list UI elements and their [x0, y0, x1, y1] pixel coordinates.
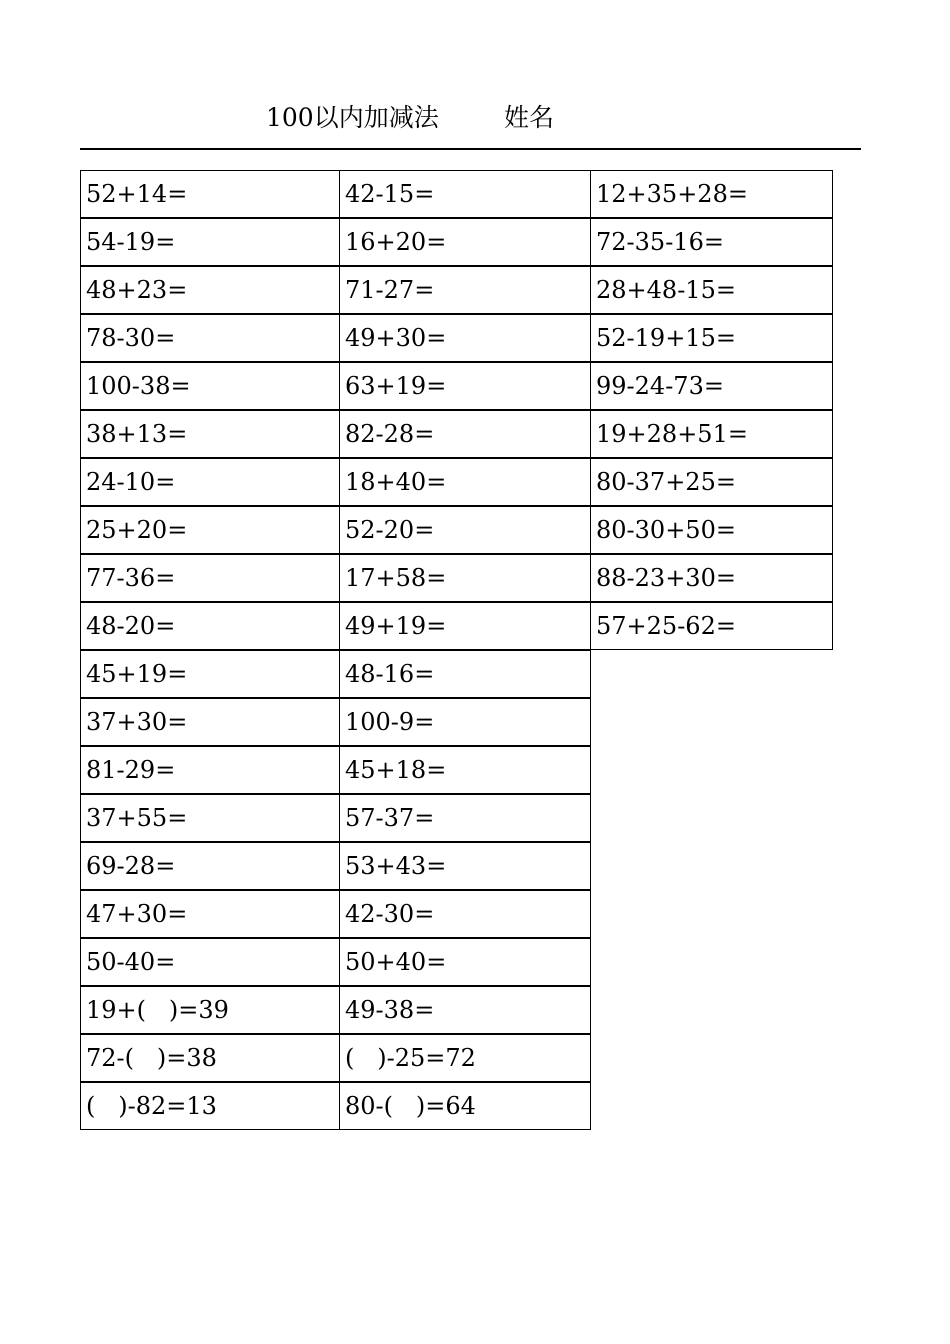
problem-cell: 99-24-73= — [590, 362, 833, 410]
problem-cell: 52-20= — [339, 506, 591, 554]
problem-cell: 45+18= — [339, 746, 591, 794]
problem-cell: 50+40= — [339, 938, 591, 986]
problem-cell: 25+20= — [80, 506, 340, 554]
problem-cell: 77-36= — [80, 554, 340, 602]
problem-cell: 57-37= — [339, 794, 591, 842]
problem-cell: 19+( )=39 — [80, 986, 340, 1034]
problem-cell: 19+28+51= — [590, 410, 833, 458]
table-row — [80, 602, 833, 650]
problem-cell: 71-27= — [339, 266, 591, 314]
problem-cell: 42-15= — [339, 170, 591, 218]
problem-cell: 49+19= — [339, 602, 591, 650]
problem-cell: 78-30= — [80, 314, 340, 362]
worksheet-header — [0, 98, 950, 138]
problem-cell: 42-30= — [339, 890, 591, 938]
table-row — [80, 650, 833, 698]
table-row — [80, 314, 833, 362]
problem-cell: 72-( )=38 — [80, 1034, 340, 1082]
table-row — [80, 1034, 833, 1082]
problem-cell: 72-35-16= — [590, 218, 833, 266]
table-row — [80, 938, 833, 986]
problem-cell: 88-23+30= — [590, 554, 833, 602]
problem-table — [80, 170, 833, 1130]
problem-cell: 16+20= — [339, 218, 591, 266]
problem-cell: 53+43= — [339, 842, 591, 890]
problem-cell: 80-( )=64 — [339, 1082, 591, 1130]
table-row — [80, 266, 833, 314]
table-row — [80, 794, 833, 842]
problem-cell: 49-38= — [339, 986, 591, 1034]
problem-cell: 28+48-15= — [590, 266, 833, 314]
table-row — [80, 554, 833, 602]
problem-cell: 80-37+25= — [590, 458, 833, 506]
problem-cell: ( )-82=13 — [80, 1082, 340, 1130]
table-row — [80, 170, 833, 218]
problem-cell: 48+23= — [80, 266, 340, 314]
problem-cell: 47+30= — [80, 890, 340, 938]
problem-cell: 12+35+28= — [590, 170, 833, 218]
problem-cell: 82-28= — [339, 410, 591, 458]
table-row — [80, 218, 833, 266]
problem-cell: 49+30= — [339, 314, 591, 362]
problem-cell: 69-28= — [80, 842, 340, 890]
problem-cell: 37+30= — [80, 698, 340, 746]
name-label: 姓名 — [504, 103, 555, 132]
table-row — [80, 698, 833, 746]
table-row — [80, 362, 833, 410]
problem-cell: 63+19= — [339, 362, 591, 410]
worksheet-title: 100以内加减法 — [266, 103, 439, 132]
problem-cell: 50-40= — [80, 938, 340, 986]
table-row — [80, 986, 833, 1034]
table-row — [80, 506, 833, 554]
table-row — [80, 410, 833, 458]
problem-cell: 81-29= — [80, 746, 340, 794]
table-row — [80, 458, 833, 506]
problem-cell: 100-9= — [339, 698, 591, 746]
header-divider — [80, 148, 861, 150]
problem-cell: 45+19= — [80, 650, 340, 698]
problem-cell: ( )-25=72 — [339, 1034, 591, 1082]
problem-cell: 24-10= — [80, 458, 340, 506]
problem-cell: 54-19= — [80, 218, 340, 266]
problem-cell: 100-38= — [80, 362, 340, 410]
problem-cell: 48-20= — [80, 602, 340, 650]
problem-cell: 80-30+50= — [590, 506, 833, 554]
table-row — [80, 1082, 833, 1130]
table-row — [80, 890, 833, 938]
problem-cell: 57+25-62= — [590, 602, 833, 650]
problem-cell: 38+13= — [80, 410, 340, 458]
problem-cell: 48-16= — [339, 650, 591, 698]
table-row — [80, 842, 833, 890]
table-row — [80, 746, 833, 794]
problem-cell: 52-19+15= — [590, 314, 833, 362]
problem-cell: 37+55= — [80, 794, 340, 842]
problem-cell: 52+14= — [80, 170, 340, 218]
problem-cell: 17+58= — [339, 554, 591, 602]
problem-cell: 18+40= — [339, 458, 591, 506]
